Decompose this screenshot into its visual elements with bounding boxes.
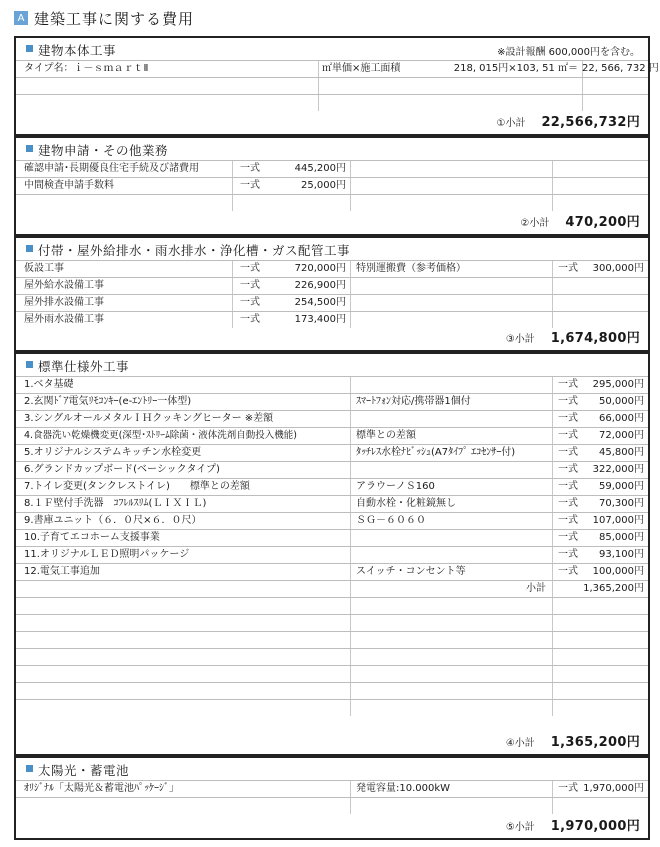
item-detail: アラウーノＳ160 (356, 481, 435, 492)
item-name: 10.子育てエコホーム支援事業 (24, 532, 160, 543)
inner-subtotal-label: 小計 (526, 583, 546, 594)
item-name: 8.１Ｆ壁付手洗器 ｺﾌﾚﾙｽﾘﾑ(ＬＩＸＩＬ) (24, 498, 207, 509)
section-title-bar (16, 38, 648, 60)
square-bullet-icon (26, 45, 33, 52)
empty-row (16, 631, 648, 648)
item-amount: 445,200円 (294, 163, 346, 174)
square-bullet-icon (26, 245, 33, 252)
subtotal-amount: 1,674,800円 (550, 331, 640, 346)
section-solar-battery (14, 756, 650, 840)
item-amount: 72,000円 (599, 430, 644, 441)
table-row (16, 546, 648, 563)
table-row (16, 94, 648, 111)
item-detail (356, 547, 550, 563)
item-qty: 一式 (240, 297, 260, 308)
table-row (16, 393, 648, 410)
table-row (16, 461, 648, 478)
section-title: 建物申請・その他業務 (38, 143, 169, 158)
item-detail: ｽﾏｰﾄﾌｫﾝ対応/携帯器1個付 (356, 396, 471, 407)
empty-row (16, 797, 648, 814)
item-name: ｵﾘｼﾞﾅﾙ「太陽光＆蓄電池ﾊﾟｯｹｰｼﾞ」 (24, 783, 179, 794)
section-rows (16, 376, 648, 716)
table-row (16, 444, 648, 461)
item-amount: 70,300円 (599, 498, 644, 509)
item-qty: 一式 (558, 447, 578, 458)
empty-row (16, 648, 648, 665)
item-name: 9.書庫ユニット（６．０尺×６．０尺） (24, 515, 202, 526)
item-qty: 一式 (558, 481, 578, 492)
section-title-bar (16, 354, 648, 376)
item-qty: 一式 (558, 396, 578, 407)
item-amount: 25,000円 (301, 180, 346, 191)
section-rows (16, 780, 648, 814)
item-amount: 1,970,000円 (583, 783, 644, 794)
empty-row (16, 597, 648, 614)
section-badge: A (14, 11, 28, 25)
item-name: 5.オリジナルシステムキッチン水栓変更 (24, 447, 202, 458)
item-qty: 一式 (240, 314, 260, 325)
item-amount: 300,000円 (592, 263, 644, 274)
type-name: タイプ名：ｉ－ｓｍａｒｔⅡ (24, 63, 149, 74)
item-qty: 一式 (558, 464, 578, 475)
subtotal-amount: 22,566,732円 (541, 115, 640, 130)
item-name: 屋外雨水設備工事 (24, 314, 104, 325)
subtotal (506, 731, 640, 750)
table-row (16, 77, 648, 94)
subtotal (506, 327, 640, 346)
item-qty: 一式 (558, 532, 578, 543)
item-detail: スイッチ・コンセント等 (356, 566, 466, 577)
item-qty: 一式 (240, 180, 260, 191)
item-qty: 一式 (558, 549, 578, 560)
item-name: 6.グランドカップボード(ベーシックタイプ) (24, 464, 220, 475)
item-amount: 173,400円 (294, 314, 346, 325)
table-row (16, 294, 648, 311)
item-detail: 標準との差額 (356, 430, 416, 441)
design-fee-note: ※設計報酬 600,000円を含む。 (497, 47, 640, 58)
item-amount: 66,000円 (599, 413, 644, 424)
item-detail: ＳＧ－６０６０ (356, 515, 426, 526)
subtotal-amount: 1,365,200円 (550, 735, 640, 750)
item-name: 7.トイレ変更(タンクレストイレ) 標準との差額 (24, 481, 250, 492)
item-name: 4.食器洗い乾燥機変更(深型･ｽﾄﾘｰﾑ除菌・液体洗剤自動投入機能) (24, 430, 297, 441)
item-name: 1.ベタ基礎 (24, 379, 74, 390)
item-name: 3.シングルオールメタルＩＨクッキングヒーター ※差額 (24, 413, 274, 424)
table-row (16, 495, 648, 512)
section-rows (16, 260, 648, 328)
subtotal-amount: 1,970,000円 (550, 819, 640, 834)
empty-row (16, 699, 648, 716)
calc-amount: 22, 566, 732 円 (582, 63, 659, 74)
item-detail: ﾀｯﾁﾚｽ水栓ﾅﾋﾞｯｼｭ(A7ﾀｲﾌﾟ ｴｺｾﾝｻｰ付) (356, 447, 516, 458)
table-row (16, 60, 659, 77)
item-name: 屋外給水設備工事 (24, 280, 104, 291)
empty-row (16, 665, 648, 682)
page-title: 建築工事に関する費用 (34, 9, 195, 28)
item-name: 2.玄関ﾄﾞｱ電気ﾘﾓｺﾝｷｰ(e-ｴﾝﾄﾘｰ一体型) (24, 396, 192, 407)
item-amount: 85,000円 (599, 532, 644, 543)
table-row (16, 410, 648, 427)
subtotal (496, 111, 640, 130)
table-row (16, 376, 648, 393)
table-row (16, 260, 648, 277)
item-qty: 一式 (240, 263, 260, 274)
table-row (16, 512, 648, 529)
item-amount: 107,000円 (592, 515, 644, 526)
square-bullet-icon (26, 361, 33, 368)
item-detail (356, 530, 550, 546)
table-row (16, 427, 648, 444)
item-name: 中間検査申請手数料 (24, 180, 114, 191)
table-row (16, 529, 648, 546)
section-title: 建物本体工事 (38, 43, 117, 58)
item-amount: 720,000円 (294, 263, 346, 274)
item-name: 11.オリジナルＬＥＤ照明パッケージ (24, 549, 190, 560)
item-detail: 発電容量:10.000kW (356, 783, 451, 794)
section-exterior-works (14, 236, 650, 352)
item-qty: 一式 (558, 263, 578, 274)
item-qty: 一式 (558, 566, 578, 577)
item-amount: 254,500円 (294, 297, 346, 308)
formula-label: ㎡単価×施工面積 (322, 63, 401, 74)
item-name: 仮設工事 (24, 263, 64, 274)
table-row (16, 780, 648, 797)
item-amount: 226,900円 (294, 280, 346, 291)
item-amount: 322,000円 (592, 464, 644, 475)
item-qty: 一式 (240, 163, 260, 174)
table-row (16, 177, 648, 194)
section-title: 付帯・屋外給排水・雨水排水・浄化槽・ガス配管工事 (38, 243, 351, 258)
item-name: 屋外排水設備工事 (24, 297, 104, 308)
section-title: 標準仕様外工事 (38, 359, 130, 374)
subtotal-label: ⑤小計 (505, 822, 535, 833)
page-header (14, 8, 194, 28)
table-row (16, 478, 648, 495)
section-title-bar (16, 138, 648, 160)
calc-expression: 218, 015円×103, 51 ㎡＝ (453, 63, 578, 74)
section-building-main (14, 36, 659, 136)
empty-row (16, 614, 648, 631)
item-qty: 一式 (240, 280, 260, 291)
item-qty: 一式 (558, 430, 578, 441)
empty-row (16, 682, 648, 699)
subtotal (520, 211, 640, 230)
item-name: 特別運搬費（参考価格） (356, 263, 466, 274)
inner-subtotal-row (16, 580, 648, 597)
item-amount: 50,000円 (599, 396, 644, 407)
item-qty: 一式 (558, 413, 578, 424)
section-non-standard-works (14, 352, 650, 756)
section-rows (16, 160, 648, 211)
subtotal (506, 815, 640, 834)
section-application (14, 136, 650, 236)
inner-subtotal-amount: 1,365,200円 (583, 583, 644, 594)
item-name: 確認申請･長期優良住宅手続及び諸費用 (24, 163, 199, 174)
table-row (16, 194, 648, 211)
item-amount: 100,000円 (592, 566, 644, 577)
square-bullet-icon (26, 145, 33, 152)
item-detail (356, 462, 550, 478)
table-row (16, 311, 648, 328)
item-detail: 自動水栓・化粧鏡無し (356, 498, 456, 509)
item-amount: 45,800円 (599, 447, 644, 458)
table-row (16, 277, 648, 294)
subtotal-label: ①小計 (496, 118, 526, 129)
item-detail (356, 411, 550, 427)
table-row (16, 160, 648, 177)
square-bullet-icon (26, 765, 33, 772)
item-amount: 295,000円 (592, 379, 644, 390)
item-qty: 一式 (558, 498, 578, 509)
item-qty: 一式 (558, 515, 578, 526)
section-title-bar (16, 758, 648, 780)
section-title-bar (16, 238, 648, 260)
subtotal-label: ③小計 (505, 334, 535, 345)
item-qty: 一式 (558, 379, 578, 390)
subtotal-label: ④小計 (505, 738, 535, 749)
subtotal-amount: 470,200円 (565, 215, 640, 230)
item-name: 12.電気工事追加 (24, 566, 100, 577)
section-rows (16, 60, 659, 111)
item-detail (356, 377, 550, 393)
section-title: 太陽光・蓄電池 (38, 763, 130, 778)
item-amount: 93,100円 (599, 549, 644, 560)
item-qty: 一式 (558, 783, 578, 794)
item-amount: 59,000円 (599, 481, 644, 492)
table-row (16, 563, 648, 580)
subtotal-label: ②小計 (520, 218, 550, 229)
